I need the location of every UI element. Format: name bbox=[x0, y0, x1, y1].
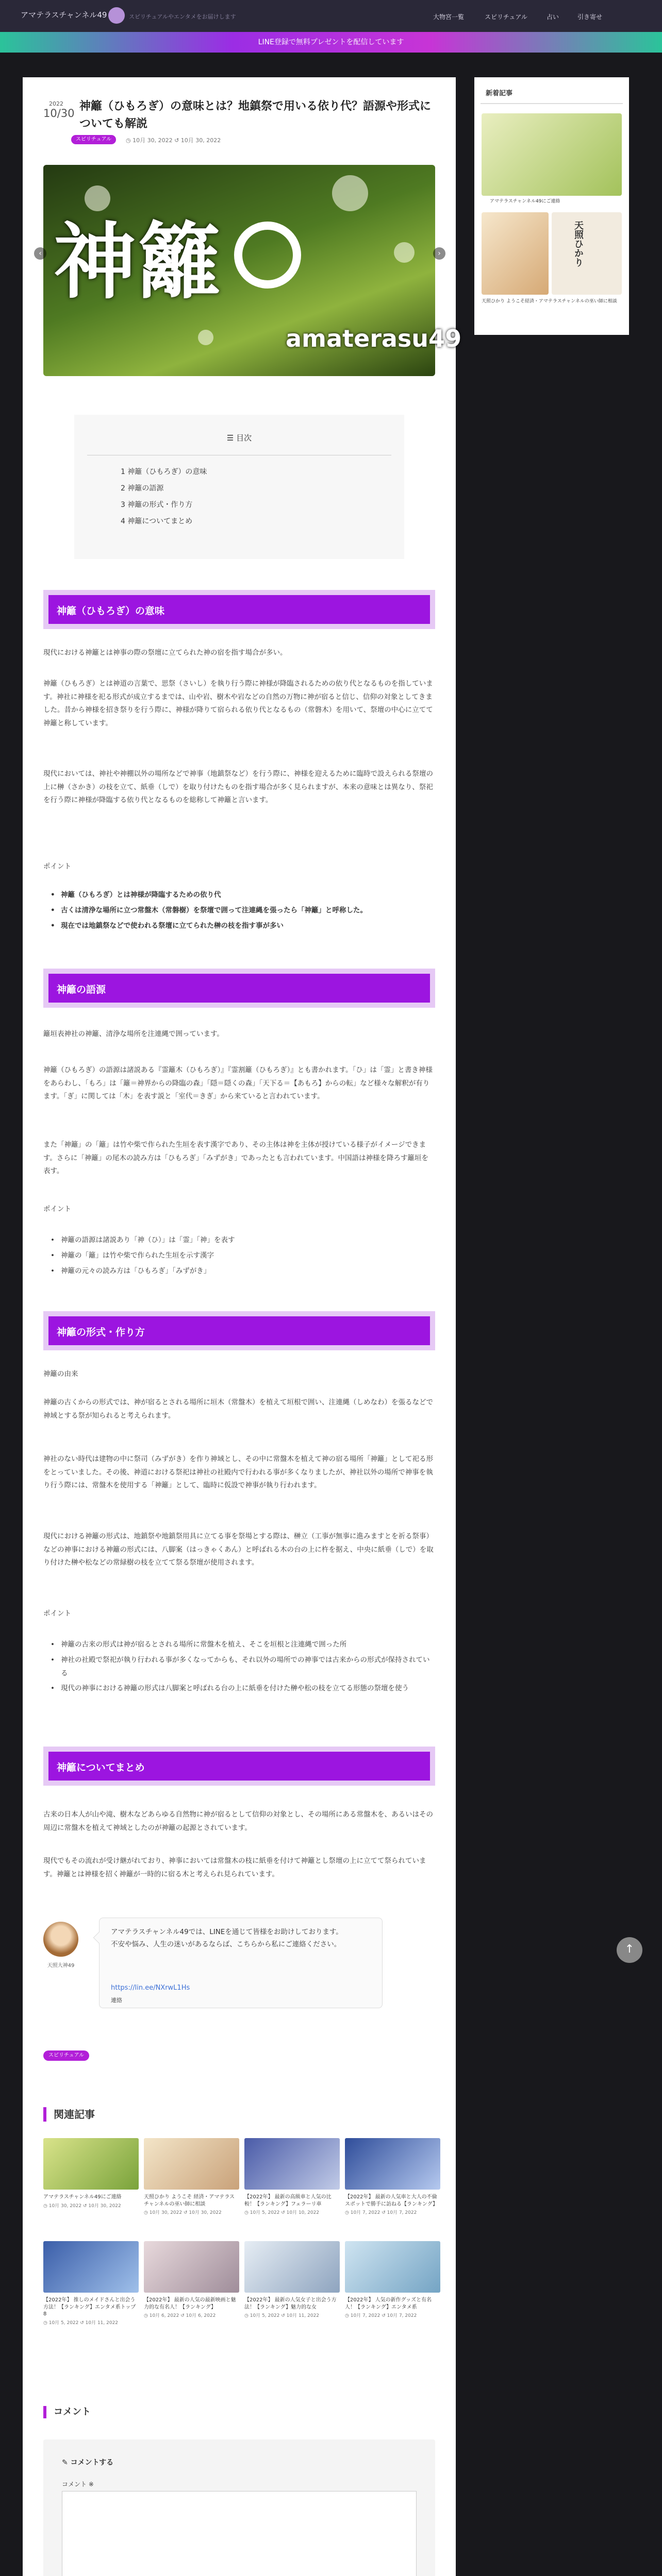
related-card[interactable]: 【2022年】 推しのメイドさんと出会う方法！【ランキング】エンタメ系トップ8 ◷ 10月 5, 2022 ↺ 10月 11, 2022 bbox=[43, 2241, 139, 2326]
bullet-item: • 神籬の「籬」は竹や柴で作られた生垣を示す漢字 bbox=[43, 1249, 435, 1263]
brand-bird-logo bbox=[234, 222, 301, 289]
article-datebox bbox=[43, 100, 75, 120]
hero-kanji-text: 神籬 bbox=[54, 213, 223, 310]
comment-box-heading: ✎ コメントする bbox=[62, 2459, 114, 2467]
paragraph: 現代でもその流れが受け継がれており、神事においては常盤木の枝に紙垂を付けて神籬とし祭壇の上に立てて祭られています。神籬とは神様を招く神籬が一時的に宿る木と考えられ見られています。 bbox=[43, 1857, 426, 1878]
related-card[interactable]: 【2022年】 人気の新作グッズと有名人！【ランキング】エンタメ系 ◷ 10月 7, 2022 ↺ 10月 7, 2022 bbox=[345, 2241, 440, 2318]
sidebar-caption[interactable]: アマテラスチャンネル49にご連絡 bbox=[490, 199, 560, 204]
related-card[interactable]: アマテラスチャンネル49にご連絡 ◷ 10月 30, 2022 ↺ 10月 30, 2022 bbox=[43, 2138, 139, 2209]
point-label: ポイント bbox=[43, 1609, 71, 1618]
author-message-line: アマテラスチャンネル49では、LINEを通じて皆様をお助けしております。 bbox=[111, 1928, 343, 1936]
section-heading-form: 神籬の形式・作り方 bbox=[43, 1311, 435, 1350]
sidebar-thumb[interactable] bbox=[482, 212, 549, 295]
bullet-item: • 神籬（ひもろぎ）とは神様が降臨するための依り代 bbox=[43, 889, 435, 902]
section-heading-meaning: 神籬（ひもろぎ）の意味 bbox=[43, 590, 435, 629]
paragraph: 現代においては、神社や神棚以外の場所などで神事（地鎮祭など）を行う際に、神様を迎えるために臨時で設えられる祭壇の上に榊（さかき）の枝を立て、紙垂（しで）を取り付けたものを指す場合が多く見られますが、本来の意味とは異なり、祭祀を行う際に神様が降臨する依り代となるものを総称して神籬と言います。 bbox=[43, 770, 433, 805]
table-of-contents bbox=[74, 415, 404, 559]
nav-item-2[interactable]: スピリチュアル bbox=[485, 13, 527, 21]
updated-date: ↺ 10月 30, 2022 bbox=[174, 137, 221, 144]
comment-label: コメント ※ bbox=[62, 2481, 94, 2488]
paragraph: 神籬（ひもろぎ）の語源は諸説ある『霊籬木（ひもろぎ）』『霊割籬（ひもろぎ）』とも書かれます。「ひ」は「霊」と書き神様をあらわし、「もろ」は「籬＝神界からの降臨の森」「隠＝隠くの森」「天下る＝【あもろ】からの転」など様々な解釈が有ります。「ぎ」に関しては「木」を表す説と「室代＝きぎ」から来ていると言われています。 bbox=[43, 1066, 433, 1101]
sidebar-new-articles bbox=[474, 77, 629, 335]
comment-form bbox=[43, 2439, 435, 2576]
comment-heading: コメント bbox=[43, 2406, 91, 2418]
post-tag[interactable]: スピリチュアル bbox=[43, 2050, 89, 2061]
sidebar-thumb[interactable] bbox=[552, 212, 622, 295]
related-card[interactable]: 【2022年】 最新の人気車と大人の不倫スポットで勝手に訪ねる【ランキング】 ◷ 10月 7, 2022 ↺ 10月 7, 2022 bbox=[345, 2138, 440, 2215]
nav-item-3[interactable]: 占い bbox=[547, 13, 559, 21]
nav-item-4[interactable]: 引き寄せ bbox=[577, 13, 603, 21]
paragraph: 神社のない時代は建物の中に祭司（みずがき）を作り神域とし、その中に常盤木を植えて神の宿る場所「神籬」として祀る形をとっていました。その後、神道における祭祀は神社の社殿内で行われる事が多くなりましたが、神社以外の場所で神事を執り行う際には、常盤木を使用する「神籬」として、臨時に仮設で神事が執り行われます。 bbox=[43, 1455, 433, 1490]
article-dates bbox=[126, 136, 221, 144]
article bbox=[23, 77, 462, 2576]
logo-icon[interactable] bbox=[108, 7, 125, 24]
section-heading-etymology: 神籬の語源 bbox=[43, 969, 435, 1008]
paragraph: 現代における神籬とは神事の際の祭壇に立てられた神の宿を指す場合が多い。 bbox=[43, 649, 287, 657]
nav-item-1[interactable]: 大物宮一覧 bbox=[433, 13, 465, 21]
point-label: ポイント bbox=[43, 1205, 71, 1213]
notice-bar[interactable]: LINE登録で無料プレゼントを配信しています bbox=[0, 32, 662, 53]
related-card[interactable]: 【2022年】 最新の人気女子と出会う方法！【ランキング】魅力的な女 ◷ 10月 5, 2022 ↺ 10月 11, 2022 bbox=[244, 2241, 340, 2318]
related-heading: 関連記事 bbox=[43, 2107, 95, 2122]
related-card[interactable]: 【2022年】 最新の高級車と人気の比較！【ランキング】フェラーリ車 ◷ 10月 5, 2022 ↺ 10月 10, 2022 bbox=[244, 2138, 340, 2215]
related-card[interactable]: 天照ひかり ようこそ 経済・アマテラスチャンネルの巫い師に相談 ◷ 10月 30, 2022 ↺ 10月 30, 2022 bbox=[144, 2138, 239, 2215]
comment-textarea[interactable] bbox=[62, 2491, 417, 2576]
bullet-item: • 現在では地鎮祭などで使われる祭壇に立てられた榊の枝を指す事が多い bbox=[43, 920, 435, 933]
toc-item[interactable]: 1 神籬（ひもろぎ）の意味 bbox=[121, 468, 207, 476]
paragraph: また「神籬」の「籬」は竹や柴で作られた生垣を表す漢字であり、その主体は神を主体が授けている様子がイメージできます。さらに「神籬」の尾木の読み方は「ひもろぎ」「みずがき」であったとも言われています。中国語は神様を降ろす籬垣を表す。 bbox=[43, 1141, 428, 1176]
published-date: ◷ 10月 30, 2022 bbox=[126, 137, 173, 144]
paragraph: 神籬（ひもろぎ）とは神道の言葉で、思祭（さいし）を執り行う際に神様が降臨されるための依り代となるものを指しています。神社に神様を祀る形式が成立するまでは、山や岩、樹木や岩などの自然の万物に神が宿ると信じ、信仰の対象としてきました。昔から神様を招き祭りを行う際に、神様が降りて宿られる依り代となるもの（常磐木）を用いて、祭壇の中心に立てて神籬と称しています。 bbox=[43, 680, 433, 727]
site-header bbox=[0, 0, 662, 32]
paragraph: 現代における神籬の形式は、地鎮祭や地鎮祭用具に立てる事を祭場とする際は、榊立（工事が無事に進みますとを祈る祭事）などの神事における神籬の形式には、八脚案（はっきゃくあん）と呼ばれる木の台の上に杵を据え、中央に紙垂（しで）を取り付けた榊や松などの常緑樹の枝を立てて祭る祭壇が使用されます。 bbox=[43, 1532, 434, 1567]
author-name: 天照大神49 bbox=[47, 1963, 75, 1969]
sidebar-thumb-text: 天照ひかり bbox=[573, 221, 584, 267]
bullet-item: • 現代の神事における神籬の形式は八脚案と呼ばれる台の上に紙垂を付けた榊や松の枝を立てる形態の祭壇を使う bbox=[43, 1682, 435, 1696]
link-suffix: 連絡 bbox=[111, 1997, 122, 2004]
bullet-item: • 神籬の元々の読み方は「ひもろぎ」「みずがき」 bbox=[43, 1265, 435, 1278]
author-avatar bbox=[43, 1922, 78, 1957]
paragraph: 古来の日本人が山や滝、樹木などあらゆる自然物に神が宿るとして信仰の対象とし、その場所にある常盤木を、あるいはその周辺に常盤木を植えて神域としたのが神籬の起源とされています。 bbox=[43, 1810, 433, 1832]
bullet-item: • 古くは清浄な場所に立つ常盤木（常磐樹）を祭壇で囲って注連縄を張ったら「神籬」と呼称した。 bbox=[43, 904, 435, 918]
article-title: 神籬（ひもろぎ）の意味とは？地鎮祭で用いる依り代？語源や形式についても解説 bbox=[79, 100, 432, 131]
author-message-line: 不安や悩み、人生の迷いがあるならば、こちらから私にご連絡ください。 bbox=[111, 1940, 341, 1948]
site-logo[interactable]: アマテラスチャンネル49 bbox=[21, 10, 107, 20]
bullet-item: • 神籬の語源は諸説あり「神（ひ）」は「霊」「神」を表す bbox=[43, 1234, 435, 1247]
date-year: 2022 bbox=[49, 100, 63, 107]
bullet-item: • 神籬の古来の形式は神が宿るとされる場所に常盤木を植え、そこを垣根と注連縄で囲った所 bbox=[43, 1638, 435, 1652]
back-to-top-icon[interactable]: ↑ bbox=[617, 1937, 642, 1963]
sidebar-title: 新着記事 bbox=[486, 90, 513, 97]
line-link[interactable]: https://lin.ee/NXrwL1Hs bbox=[111, 1984, 190, 1992]
sidebar-caption[interactable]: 天照ひかり ようこそ経済・アマテラスチャンネルの巫い師に相談 bbox=[482, 299, 617, 304]
sub-label: 神籬の由来 bbox=[43, 1370, 78, 1378]
toc-item[interactable]: 3 神籬の形式・作り方 bbox=[121, 501, 193, 509]
sidebar-thumb[interactable] bbox=[482, 113, 622, 196]
hero-brand-text: amaterasu49 bbox=[286, 325, 462, 352]
slider-next-icon[interactable]: › bbox=[433, 247, 445, 260]
hero-image bbox=[43, 165, 462, 376]
site-tagline: スピリチュアルやエンタメをお届けします bbox=[129, 13, 236, 20]
bullet-item: • 神社の社殿で祭祀が執り行われる事が多くなってからも、それ以外の場所での神事では古来からの形式が保持されている bbox=[43, 1654, 435, 1680]
paragraph: 神籬の古くからの形式では、神が宿るとされる場所に垣木（常盤木）を植えて垣根で囲い、注連縄（しめなわ）を張るなどで神域とする祭が知られると考えられます。 bbox=[43, 1398, 433, 1420]
toc-item[interactable]: 2 神籬の語源 bbox=[121, 484, 164, 493]
section-heading-summary: 神籬についてまとめ bbox=[43, 1747, 435, 1786]
toc-header: ☰ 目次 bbox=[226, 433, 252, 443]
date-month-day: 10/30 bbox=[43, 107, 75, 120]
category-badge[interactable]: スピリチュアル bbox=[71, 135, 116, 144]
paragraph: 籬垣表神社の神籬、清浄な場所を注連縄で囲っています。 bbox=[43, 1030, 224, 1038]
slider-prev-icon[interactable]: ‹ bbox=[34, 247, 46, 260]
related-card[interactable]: 【2022年】 最新の人気の最新映画と魅力的な有名人！【ランキング】 ◷ 10月 6, 2022 ↺ 10月 6, 2022 bbox=[144, 2241, 239, 2318]
toc-item[interactable]: 4 神籬についてまとめ bbox=[121, 517, 193, 526]
author-message-bubble bbox=[99, 1918, 383, 2008]
point-label: ポイント bbox=[43, 862, 71, 871]
